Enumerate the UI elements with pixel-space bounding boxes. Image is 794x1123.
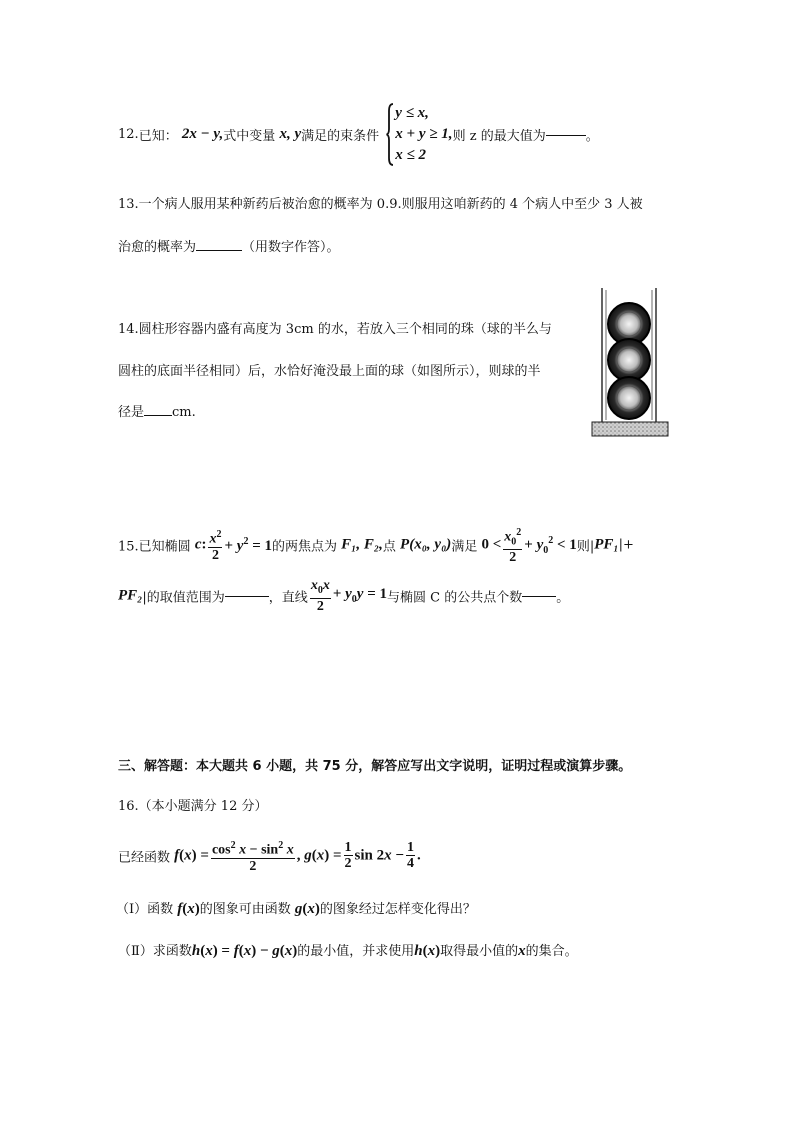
q16-p1-a: （Ⅰ）函数 [116,902,178,917]
q12-suffix: 满足的束条件 [301,129,380,144]
question-16-part-2 [118,940,578,960]
q16-comma: , [296,847,305,864]
q15-point: P(x₀, y₀) [400,536,452,553]
question-16-given [118,838,421,874]
q12-constraint-system [386,103,452,166]
q16-g-eq: (x) = [311,847,342,864]
q12-constraint-2: x + y ≥ 1, [395,126,453,142]
left-brace-icon [386,103,394,166]
q13-prefix: 治愈的概率为 [118,240,197,255]
q16-p2-d: 的集合。 [525,944,578,959]
question-15-line-1 [118,525,634,565]
question-13-line-2 [118,236,340,255]
q15-ellipse-rest: + $y^2 = 1$ [224,535,273,554]
q16-p1-f: f [177,901,183,917]
q16-given-label: 已经函数 [118,850,175,866]
q15-line-rest: + $y_0y = 1$ [332,586,388,606]
q15-line-label: ，直线 [268,590,308,606]
q15-pf2: PF₂ [118,587,143,604]
q16-f-lhs: f [174,847,180,864]
q15-colon: : [201,536,207,553]
q12-mid: 式中变量 [223,129,276,144]
cylinder-balls-icon [590,286,670,438]
q15-ineq-right: + $y_0^2 < 1$ [524,534,577,556]
q16-g-frac-1: $\frac{1}{2}$ [344,840,352,872]
q12-tail-end: 。 [585,129,599,144]
q16-g-frac-2: $\frac{1}{4}$ [406,840,414,872]
q16-p2-c: 取得最小值的 [440,944,519,959]
q16-p2-b: 的最小值，并求使用 [297,944,415,959]
q15-count-blank [522,595,556,597]
question-14-line-1: 14.圆柱形容器内盛有高度为 3cm 的水，若放入三个相同的珠（球的半么与 [118,322,552,337]
q15-range-blank [225,595,269,597]
q12-constraint-1: y ≤ x, [395,105,429,121]
question-14-line-3 [118,401,196,420]
q15-prefix: 15.已知椭圆 [118,539,195,555]
q15-plus: |+ [618,537,634,553]
q12-vars: x, y [279,126,302,142]
q14-prefix: 径是 [118,405,145,420]
q16-g-sin: sin 2x − [354,847,404,864]
q15-point-label: 点 [382,539,401,555]
q16-p2-x: x [518,943,526,959]
q15-end: 。 [556,590,570,606]
q15-then: 则| [576,539,595,555]
q16-p2-a: （Ⅱ）求函数 [118,944,192,959]
question-16-title: 16.（本小题满分 12 分） [118,799,268,814]
q15-foci: F₁, F₂, [341,536,383,553]
q15-pf1: PF₁ [594,536,619,553]
q16-p1-g: g [294,901,303,917]
q12-tail: 则 z 的最大值为 [452,129,546,144]
section-3-heading: 三、解答题：本大题共 6 小题，共 75 分，解答应写出文字说明，证明过程或演算步骤。 [118,759,632,774]
q15-ellipse-name: c [194,536,202,553]
q12-answer-blank [546,134,586,136]
q16-g-lhs: g [304,847,312,864]
q15-satisfy: 满足 [451,539,482,555]
q12-expr: 2x − y, [181,126,224,142]
question-13-line-1: 13.一个病人服用某种新药后被治愈的概率为 0.9.则服用这咱新药的 4 个病人中至少 3 人被 [118,197,643,212]
question-16-part-1 [116,898,476,918]
q16-p1-b: 的图象可由函数 [199,902,295,917]
q16-p2-hx: (x) [422,943,441,959]
q15-ineq-fraction: $\frac{x_0^2}{2}$ [504,527,522,566]
question-12 [118,103,599,166]
q13-answer-blank [196,249,242,251]
q16-p1-gx: (x) [302,901,320,917]
q15-intersect-label: 与椭圆 C 的公共点个数 [387,590,523,606]
q15-ineq-left: 0 < [481,536,502,553]
q13-suffix: （用数字作答）。 [242,240,340,255]
q15-ellipse-fraction: $\frac{x^2}{2}$ [209,529,222,564]
q16-p2-hdef: (x) = f(x) − g(x) [200,943,298,959]
q12-prefix: 已知： [138,129,178,144]
q15-line-fraction: $\frac{x_0x}{2}$ [310,578,330,614]
q16-p2-h2: h [414,943,423,959]
q16-p1-fx: (x) [182,901,200,917]
q12-number: 12. [118,127,139,142]
q16-g-end: . [416,847,421,864]
q15-range-label: |的取值范围为 [142,590,225,606]
q16-f-eq: (x) = [179,847,209,864]
q16-f-fraction: $\frac{\cos^2 x - \sin^2 x}{2}$ [211,840,294,874]
q12-constraint-3: x ≤ 2 [395,147,427,163]
q14-suffix: cm. [172,405,196,420]
q16-p1-c: 的图象经过怎样变化得出？ [319,902,476,917]
q16-p2-h: h [191,943,201,959]
question-15-line-2 [118,578,569,614]
q15-foci-label: 的两焦点为 [272,539,342,555]
question-14-line-2: 圆柱的底面半径相同）后，水恰好淹没最上面的球（如图所示），则球的半 [118,364,541,379]
cylinder-balls-figure [590,286,670,438]
q14-answer-blank [144,414,172,416]
